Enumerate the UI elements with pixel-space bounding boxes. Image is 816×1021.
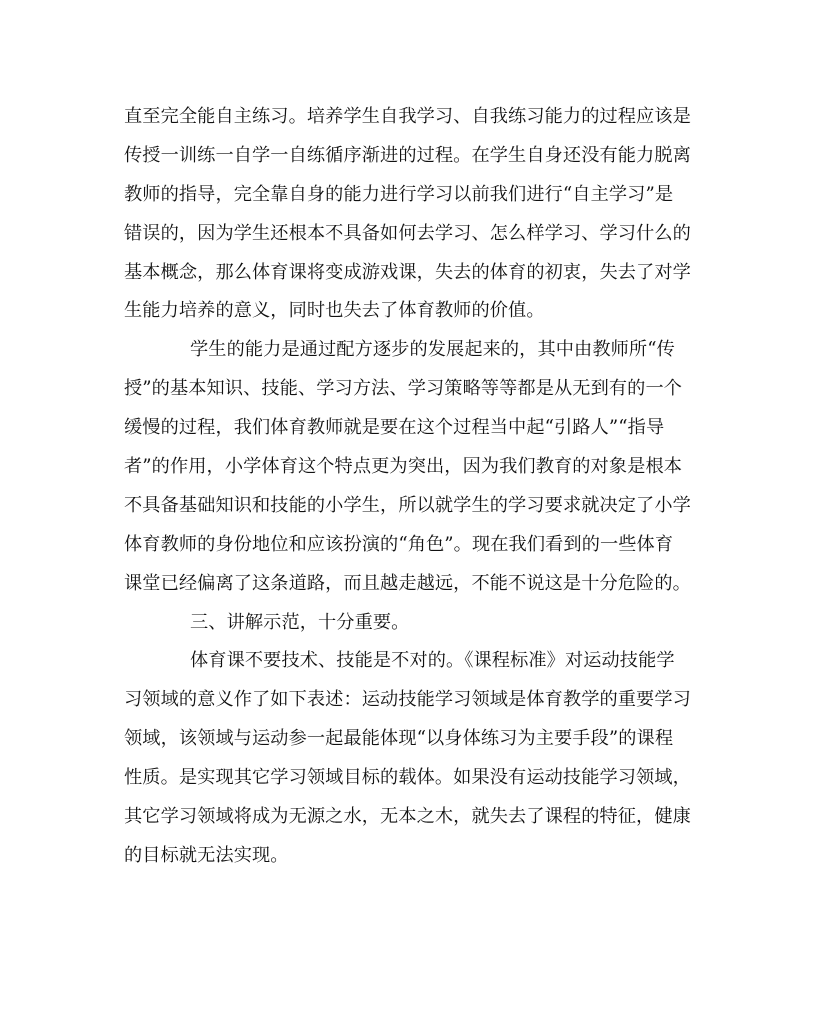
text-line-20: 的目标就无法实现。: [124, 844, 289, 866]
text-line-16: 习领域的意义作了如下表述：运动技能学习领域是体育教学的重要学习: [124, 689, 691, 711]
text-line-2: 传授一训练一自学一自练循序渐进的过程。在学生自身还没有能力脱离: [124, 144, 691, 166]
text-line-11: 不具备基础知识和技能的小学生，所以就学生的学习要求就决定了小学: [124, 494, 691, 516]
text-line-13: 课堂已经偏离了这条道路，而且越走越远，不能不说这是十分危险的。: [124, 572, 691, 594]
text-line-8: 授”的基本知识、技能、学习方法、学习策略等等都是从无到有的一个: [124, 378, 683, 400]
text-line-9: 缓慢的过程，我们体育教师就是要在这个过程当中起“引路人”“指导: [124, 417, 665, 439]
text-line-6: 生能力培养的意义，同时也失去了体育教师的价值。: [124, 300, 545, 322]
text-line-17: 领域，该领域与运动参一起最能体现“以身体练习为主要手段”的课程: [124, 728, 674, 750]
text-line-3: 教师的指导，完全靠自身的能力进行学习以前我们进行“自主学习”是: [124, 183, 674, 205]
text-line-10: 者”的作用，小学体育这个特点更为突出，因为我们教育的对象是根本: [124, 456, 683, 478]
text-line-15: 体育课不要技术、技能是不对的。《课程标准》对运动技能学: [190, 650, 675, 672]
text-line-12: 体育教师的身份地位和应该扮演的“角色”。现在我们看到的一些体育: [124, 533, 674, 555]
text-line-7: 学生的能力是通过配方逐步的发展起来的，其中由教师所“传: [190, 339, 675, 361]
text-line-4: 错误的，因为学生还根本不具备如何去学习、怎么样学习、学习什么的: [124, 222, 691, 244]
document-body: [124, 98, 700, 876]
text-line-1: 直至完全能自主练习。培养学生自我学习、自我练习能力的过程应该是: [124, 106, 691, 127]
text-line-5: 基本概念，那么体育课将变成游戏课，失去的体育的初衷，失去了对学: [124, 261, 691, 283]
text-line-18: 性质。是实现其它学习领域目标的载体。如果没有运动技能学习领域，: [124, 767, 691, 789]
text-line-19: 其它学习领域将成为无源之水，无本之木，就失去了课程的特征，健康: [124, 806, 691, 828]
section-heading: 三、讲解示范，十分重要。: [190, 611, 410, 633]
